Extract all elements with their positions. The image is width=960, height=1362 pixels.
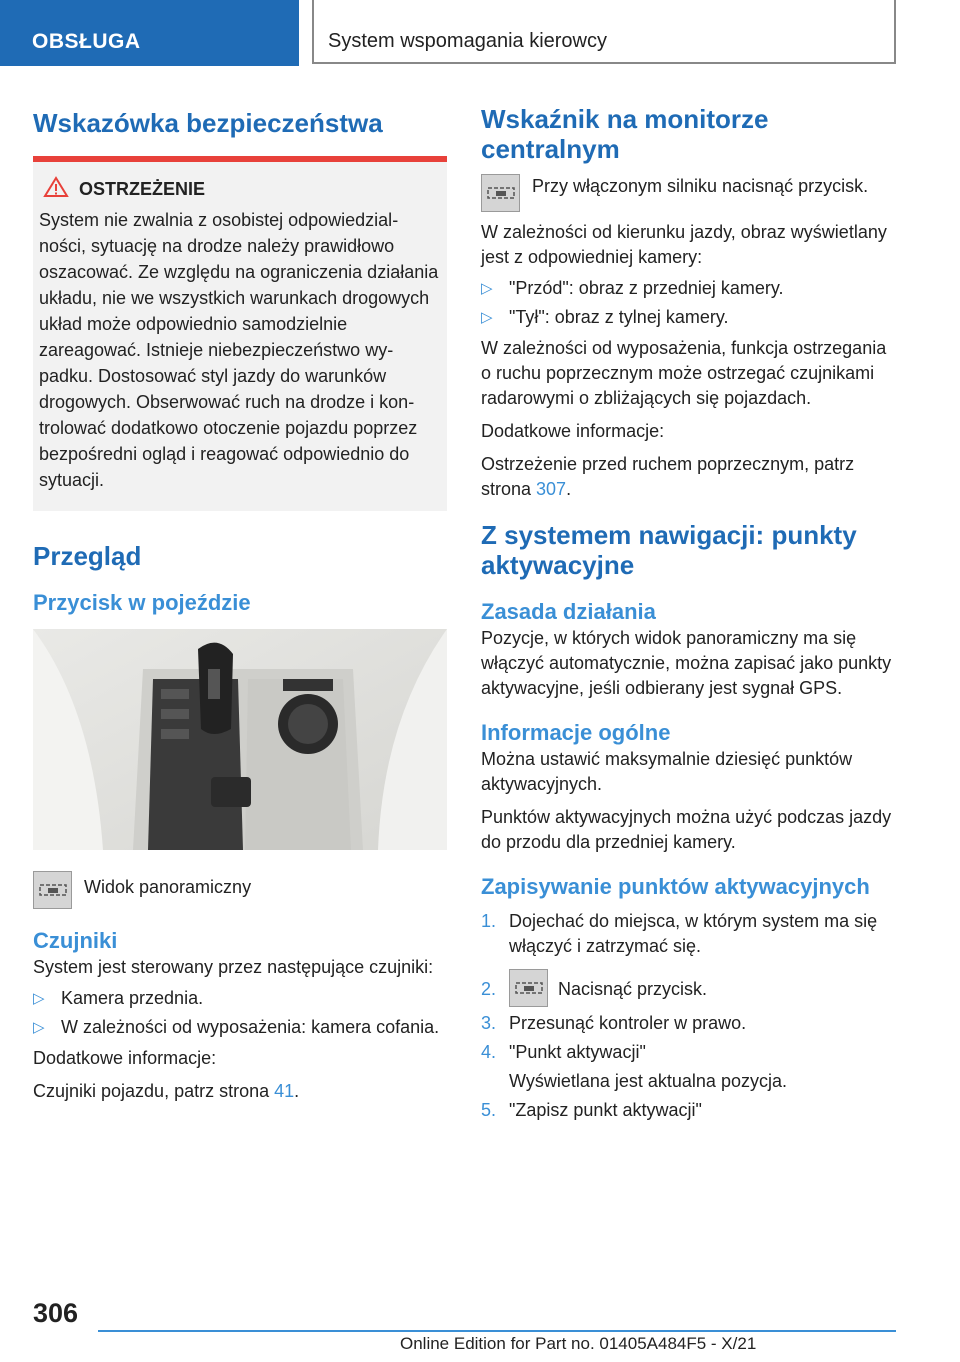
cross-traffic-text: W zależności od wyposażenia, funkcja ostrzegania o ruchu poprzecznym może ostrzegać czujnikami radarowymi o zbliżających się pojazdach.	[481, 338, 887, 408]
button-caption: Widok panoramiczny	[84, 877, 252, 897]
principle-text: Pozycje, w których widok panoramiczny ma się włączyć automatycznie, można zapisać jako punkty aktywacyjne, jeśli odbierany jest sygnał GPS.	[481, 628, 892, 698]
button-heading: Przycisk w pojeździe	[33, 590, 251, 615]
footer-divider	[98, 1330, 896, 1332]
sensors-reference: Czujniki pojazdu, patrz strona 41.	[33, 1081, 300, 1101]
list-item: ▷ Kamera przednia.	[33, 988, 204, 1008]
list-item: 5. "Zapisz punkt aktywacji"	[481, 1100, 702, 1120]
safety-heading: Wskazówka bezpieczeństwa	[33, 108, 383, 138]
page-header	[0, 0, 960, 66]
monitor-heading: Wskaźnik na monitorze centralnym	[481, 104, 769, 164]
list-item: 3. Przesunąć kontroler w prawo.	[481, 1013, 747, 1033]
footer-edition: Online Edition for Part no. 01405A484F5 - X/21	[400, 1334, 757, 1353]
left-column	[33, 96, 447, 1104]
cross-traffic-reference: Ostrzeżenie przed ruchem poprzecznym, patrz strona 307.	[481, 454, 855, 499]
more-info-label: Dodatkowe informacje:	[33, 1048, 217, 1068]
center-console-photo	[33, 629, 447, 850]
list-item: ▷ "Przód": obraz z przedniej kamery.	[481, 278, 784, 298]
list-item: 2. Nacisnąć przycisk.	[481, 969, 896, 1007]
page-number: 306	[33, 1298, 79, 1328]
general-heading: Informacje ogólne	[481, 720, 671, 745]
monitor-step-row	[481, 174, 896, 212]
panorama-camera-icon	[481, 174, 520, 212]
list-item: 4. "Punkt aktywacji"	[481, 1042, 646, 1062]
right-column	[481, 96, 896, 1131]
principle-heading: Zasada działania	[481, 599, 656, 624]
direction-intro: W zależności od kierunku jazdy, obraz wyświetlany jest z odpowiedniej kamery:	[481, 222, 887, 267]
direction-list	[481, 276, 896, 330]
warning-box	[33, 156, 447, 511]
page-link-41[interactable]: 41	[274, 1081, 295, 1101]
panorama-camera-icon	[509, 969, 548, 1007]
chapter-title: System wspomagania kierowcy	[312, 0, 896, 64]
section-tab: OBSŁUGA	[0, 0, 299, 66]
list-item: ▷ W zależności od wyposażenia: kamera cofania.	[33, 1017, 440, 1037]
list-item: ▷ "Tył": obraz z tylnej kamery.	[481, 307, 729, 327]
sensors-intro: System jest sterowany przez następujące czujniki:	[33, 957, 434, 977]
button-caption-row	[33, 871, 447, 909]
general-text-2: Punktów aktywacyjnych można użyć podczas jazdy do przodu dla przedniej kamery.	[481, 807, 892, 852]
monitor-step: Przy włączonym silniku nacisnąć przycisk.	[532, 176, 869, 196]
general-text-1: Można ustawić maksymalnie dziesięć punktów aktywacyjnych.	[481, 749, 853, 794]
overview-heading: Przegląd	[33, 541, 142, 571]
page-link-307[interactable]: 307	[536, 479, 567, 499]
sensors-list	[33, 986, 447, 1040]
warning-header	[43, 176, 439, 203]
save-steps	[481, 909, 896, 1123]
warning-title: OSTRZEŻENIE	[79, 179, 206, 199]
sensors-heading: Czujniki	[33, 928, 118, 953]
list-item: 1. Dojechać do miejsca, w którym system ma się włączyć i zatrzymać się.	[481, 911, 878, 956]
warning-triangle-icon	[43, 176, 69, 203]
nav-heading: Z systemem nawigacji: punkty aktywacyjne	[481, 520, 857, 580]
warning-text: System nie zwalnia z osobistej odpowiedzialności, sytuację na drodze należy prawidłowo oszacować. Ze względu na ograniczenia działania układu, nie we wszystkich warunkach drogowych układ może odpowiednio samodzielnie zareagować. Istnieje niebezpieczeństwo wypadku. Dostosować styl jazdy do warunków drogowych. Obserwować ruch na drodze i kontrolować dodatkowo otoczenie pojazdu poprzez bezpośredni ogląd i reagować odpowiednio do sytuacji.	[39, 210, 439, 490]
more-info-label: Dodatkowe informacje:	[481, 421, 665, 441]
list-item: Wyświetlana jest aktualna pozycja.	[509, 1071, 787, 1091]
save-heading: Zapisywanie punktów aktywacyjnych	[481, 874, 870, 899]
panorama-camera-icon	[33, 871, 72, 909]
